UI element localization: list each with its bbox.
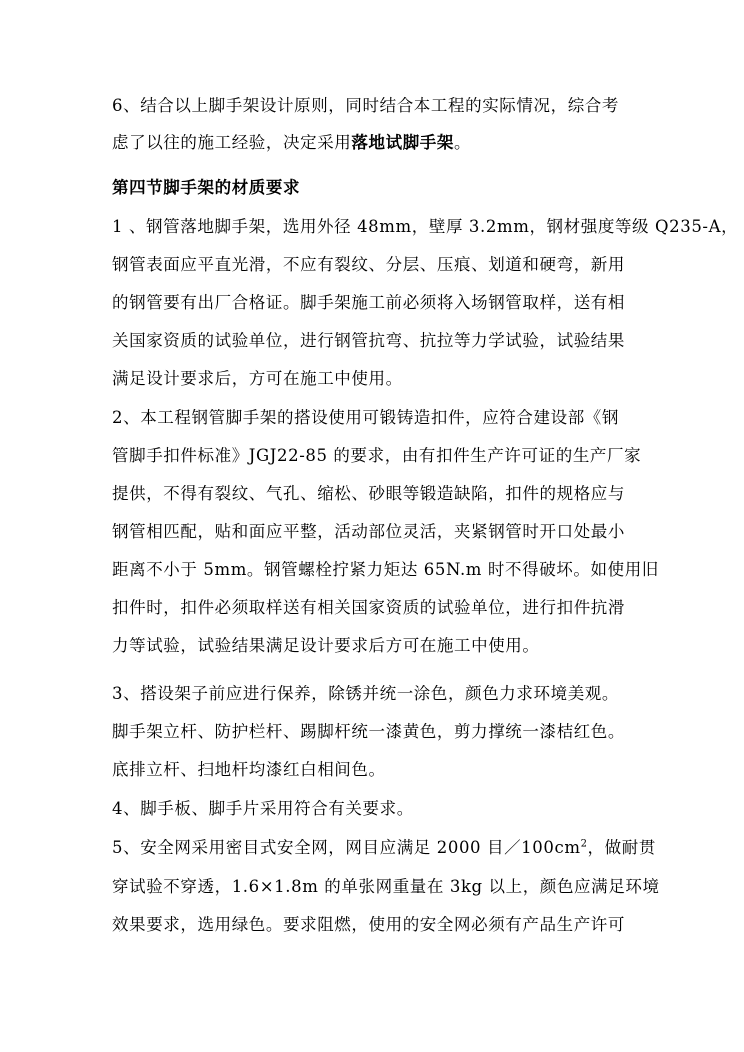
item1-line-5: 满足设计要求后，方可在施工中使用。	[112, 369, 403, 388]
item5-line-1-prefix: 5、安全网采用密目式安全网，网目应满足 2000 目／100cm	[112, 838, 581, 857]
unit-superscript: 2	[580, 838, 588, 850]
p6-line-2-prefix: 虑了以往的施工经验，决定采用	[112, 133, 352, 152]
item5-line-1	[112, 837, 656, 859]
p6-line-2-suffix: 。	[454, 133, 472, 152]
item1-line-3: 的钢管要有出厂合格证。脚手架施工前必须将入场钢管取样，送有相	[112, 293, 625, 312]
p6-line-2	[112, 132, 652, 154]
item3-line-2: 脚手架立杆、防护栏杆、踢脚杆统一漆黄色，剪力撑统一漆桔红色。	[112, 722, 625, 741]
item1-line-1: 1 、钢管落地脚手架，选用外径 48mm，壁厚 3.2mm，钢材强度等级 Q235-A，	[112, 217, 739, 236]
item2-line-7: 力等试验，试验结果满足设计要求后方可在施工中使用。	[112, 636, 540, 655]
item2-line-6: 扣件时，扣件必须取样送有相关国家资质的试验单位，进行扣件抗滑	[112, 598, 625, 617]
item3-line-1: 3、搭设架子前应进行保养，除锈并统一涂色，颜色力求环境美观。	[112, 684, 619, 703]
item2-line-5: 距离不小于 5mm。钢管螺栓拧紧力矩达 65N.m 时不得破坏。如使用旧	[112, 560, 659, 579]
item5-line-3: 效果要求，选用绿色。要求阻燃，使用的安全网必须有产品生产许可	[112, 915, 625, 934]
item1-line-4: 关国家资质的试验单位，进行钢管抗弯、抗拉等力学试验，试验结果	[112, 331, 625, 350]
item2-line-2: 管脚手扣件标准》JGJ22-85 的要求，由有扣件生产许可证的生产厂家	[112, 446, 642, 465]
item5-line-2: 穿试验不穿透，1.6×1.8m 的单张网重量在 3kg 以上，颜色应满足环境	[112, 877, 660, 896]
item2-line-3: 提供，不得有裂纹、气孔、缩松、砂眼等锻造缺陷，扣件的规格应与	[112, 484, 625, 503]
item2-line-4: 钢管相匹配，贴和面应平整，活动部位灵活，夹紧钢管时开口处最小	[112, 522, 625, 541]
scaffold-type-emphasis: 落地试脚手架	[351, 133, 455, 152]
item2-line-1: 2、本工程钢管脚手架的搭设使用可锻铸造扣件，应符合建设部《钢	[112, 408, 619, 427]
item3-line-3: 底排立杆、扫地杆均漆红白相间色。	[112, 760, 386, 779]
item4-line: 4、脚手板、脚手片采用符合有关要求。	[112, 799, 414, 818]
item1-line-2: 钢管表面应平直光滑，不应有裂纹、分层、压痕、划道和硬弯，新用	[112, 255, 625, 274]
item5-line-1-suffix: ，做耐贯	[587, 838, 656, 857]
p6-line-1: 6、结合以上脚手架设计原则，同时结合本工程的实际情况，综合考	[112, 96, 619, 115]
section-heading: 第四节脚手架的材质要求	[112, 178, 301, 197]
